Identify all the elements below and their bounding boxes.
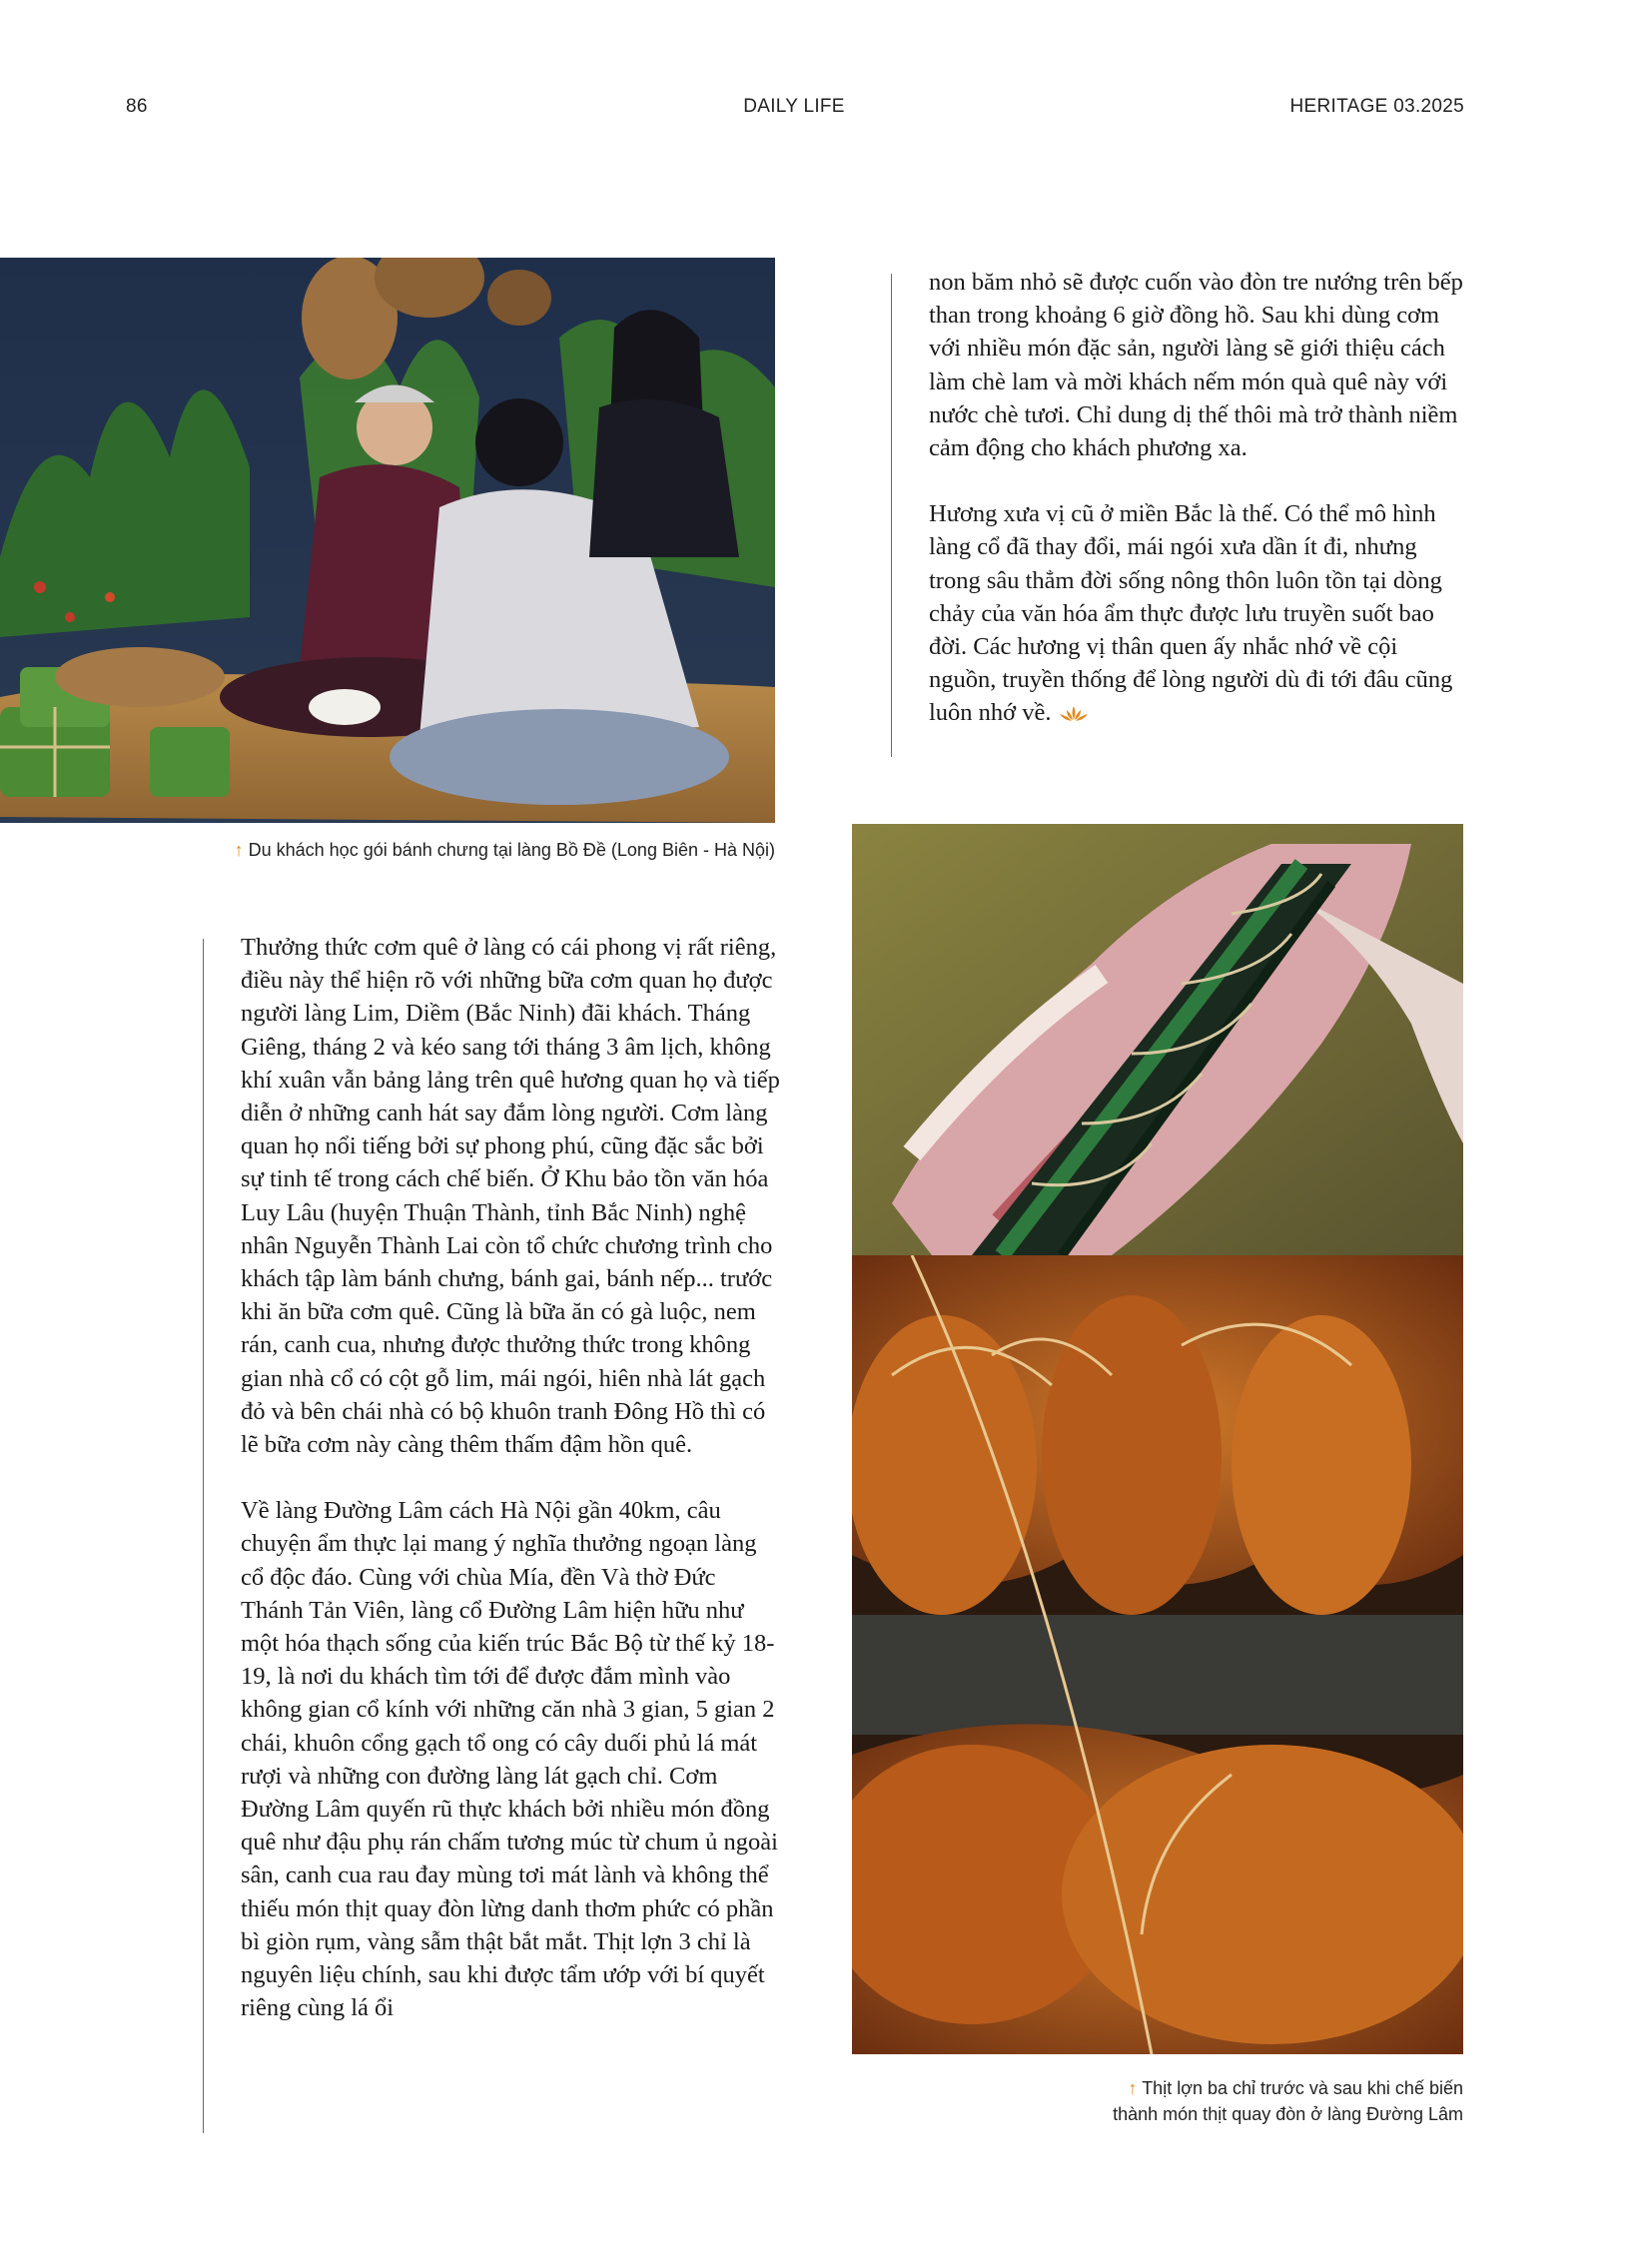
photo-roasted-pork <box>852 1255 1463 2054</box>
arrow-up-icon: ↑ <box>1128 2078 1138 2098</box>
caption-meat-line1: Thịt lợn ba chỉ trước và sau khi chế biến <box>1142 2078 1463 2098</box>
issue-label: HERITAGE 03.2025 <box>1289 96 1464 117</box>
photo-banh-chung-wrapping <box>0 258 775 823</box>
section-title: DAILY LIFE <box>743 96 845 117</box>
article-column-right <box>929 266 1468 730</box>
article-paragraph: non băm nhỏ sẽ được cuốn vào đòn tre nướng trên bếp than trong khoảng 6 giờ đồng hồ. Sau khi dùng cơm với nhiều món đặc sản, người làng sẽ giới thiệu cách làm chè lam và mời khách nếm món quà quê này với nước chè tươi. Chỉ dung dị thế thôi mà trở thành niềm cảm động cho khách phương xa. <box>929 269 1463 462</box>
page-number: 86 <box>126 96 148 117</box>
article-paragraph <box>929 497 1468 729</box>
caption-village-photo <box>0 837 775 863</box>
article-paragraph: Về làng Đường Lâm cách Hà Nội gần 40km, câu chuyện ẩm thực lại mang ý nghĩa thưởng ngoạn làng cổ độc đáo. Cùng với chùa Mía, đền Và thờ Đức Thánh Tản Viên, làng cổ Đường Lâm hiện hữu như một hóa thạch sống của kiến trúc Bắc Bộ từ thế kỷ 18-19, là nơi du khách tìm tới để được đắm mình vào không gian cổ kính với những căn nhà 3 gian, 5 gian 2 chái, khuôn cổng gạch tổ ong có cây duối phủ lá mát rượi và những con đường làng lát gạch chỉ. Cơm Đường Lâm quyến rũ thực khách bởi nhiều món đồng quê như đậu phụ rán chấm tương múc từ chum ủ ngoài sân, canh cua rau đay mùng tơi mát lành và không thể thiếu món thịt quay đòn lừng danh thơm phức có phần bì giòn rụm, vàng sẫm thật bắt mắt. Thịt lợn 3 chỉ là nguyên liệu chính, sau khi được tẩm ướp với bí quyết riêng cùng lá ổi <box>241 1497 778 2022</box>
article-column-left <box>241 931 780 2025</box>
photo-raw-pork-belly <box>852 824 1463 1255</box>
caption-village-text: Du khách học gói bánh chưng tại làng Bồ Đề (Long Biên - Hà Nội) <box>248 840 775 860</box>
article-paragraph-text: Hương xưa vị cũ ở miền Bắc là thế. Có thể mô hình làng cổ đã thay đổi, mái ngói xưa dần ít đi, nhưng trong sâu thẳm đời sống nông thôn luôn tồn tại dòng chảy của văn hóa ẩm thực được lưu truyền suốt bao đời. Các hương vị thân quen ấy nhắc nhớ về cội nguồn, truyền thống để lòng người dù đi tới đâu cũng luôn nhớ về. <box>929 500 1453 727</box>
caption-meat-line2: thành món thịt quay đòn ở làng Đường Lâm <box>1113 2104 1463 2124</box>
arrow-up-icon: ↑ <box>234 840 244 860</box>
column-rule-left <box>203 939 204 2133</box>
column-rule-right <box>891 274 892 757</box>
caption-meat-photos <box>852 2075 1463 2127</box>
article-paragraph: Thưởng thức cơm quê ở làng có cái phong vị rất riêng, điều này thể hiện rõ với những bữa cơm quan họ được người làng Lim, Diềm (Bắc Ninh) đãi khách. Tháng Giêng, tháng 2 và kéo sang tới tháng 3 âm lịch, không khí xuân vẫn bảng lảng trên quê hương quan họ và tiếp diễn ở những canh hát say đắm lòng người. Cơm làng quan họ nổi tiếng bởi sự phong phú, cũng đặc sắc bởi sự tinh tế trong cách chế biến. Ở Khu bảo tồn văn hóa Luy Lâu (huyện Thuận Thành, tỉnh Bắc Ninh) nghệ nhân Nguyễn Thành Lai còn tổ chức chương trình cho khách tập làm bánh chưng, bánh gai, bánh nếp... trước khi ăn bữa cơm quê. Cũng là bữa ăn có gà luộc, nem rán, canh cua, nhưng được thưởng thức trong không gian nhà cổ có cột gỗ lim, mái ngói, hiên nhà lát gạch đỏ và bên chái nhà có bộ khuôn tranh Đông Hồ thì có lẽ bữa cơm này càng thêm thấm đậm hồn quê. <box>241 934 780 1459</box>
lotus-icon <box>1058 704 1090 722</box>
